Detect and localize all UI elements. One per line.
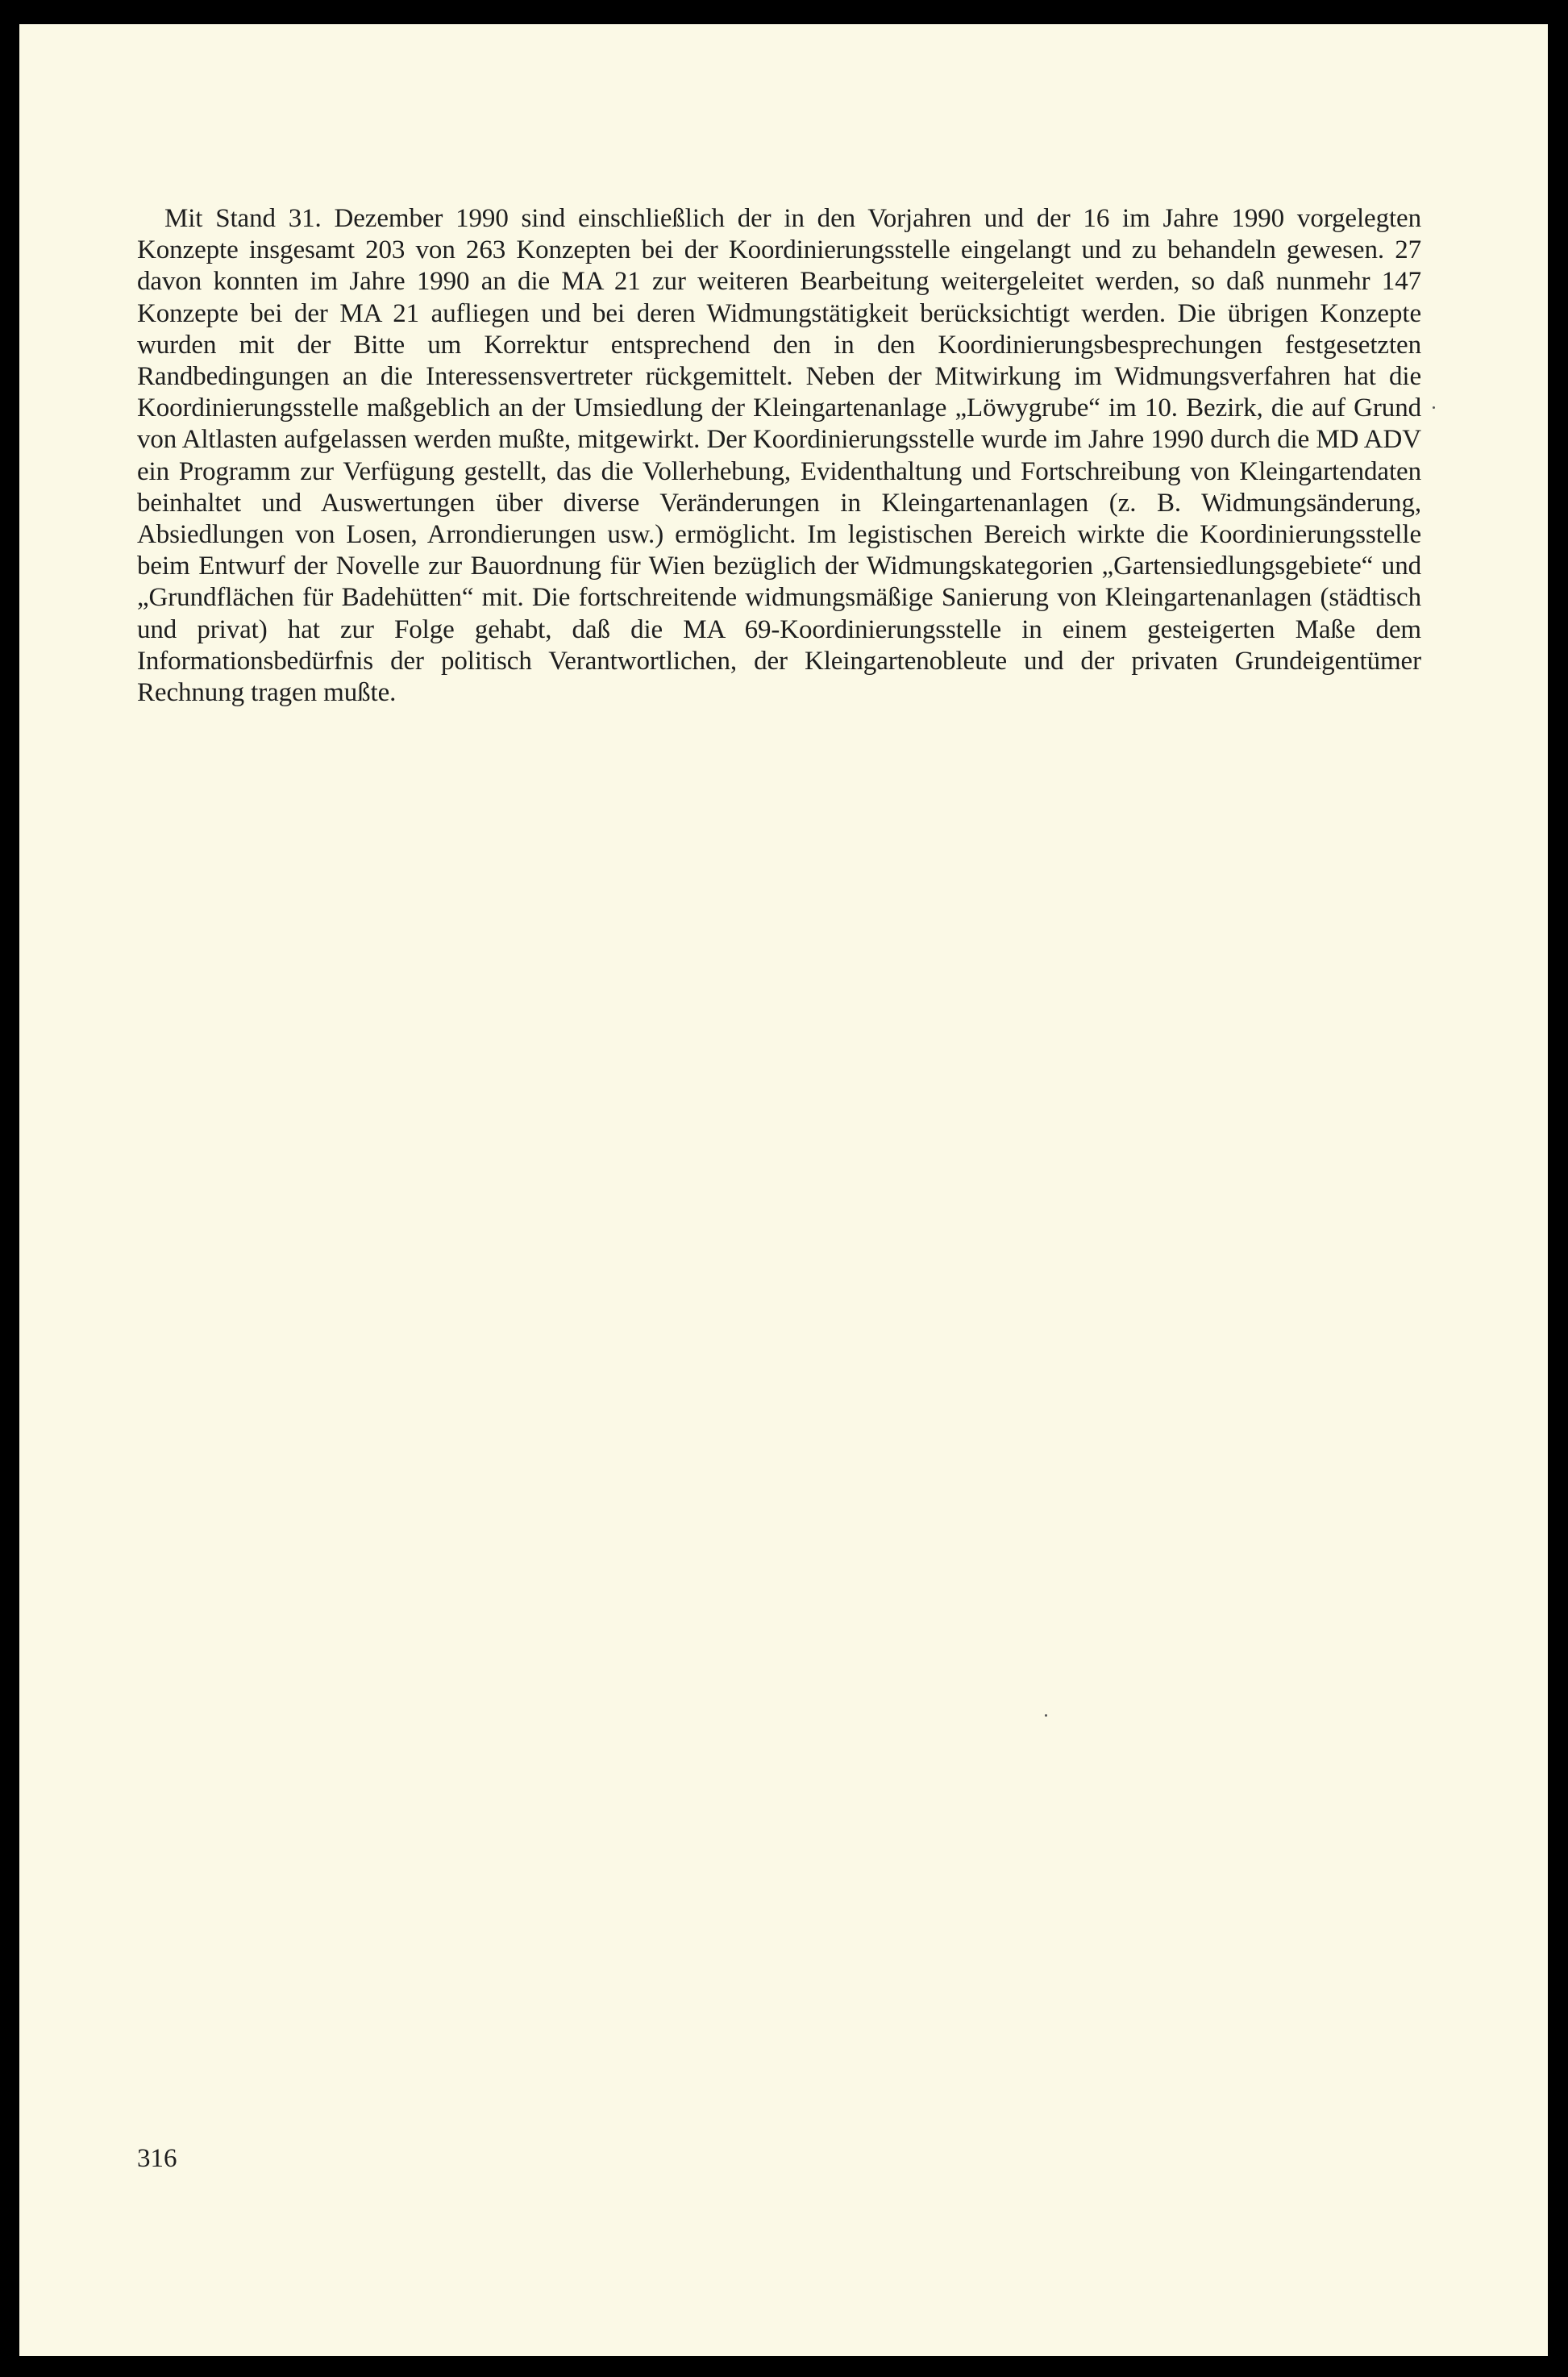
scan-speck bbox=[1433, 406, 1435, 409]
scan-speck bbox=[1045, 1714, 1047, 1717]
document-page bbox=[19, 24, 1548, 2356]
page-number: 316 bbox=[137, 2144, 177, 2173]
body-paragraph: Mit Stand 31. Dezember 1990 sind einschließlich der in den Vorjahren und der 16 im Jahre 1990 vorgelegten Konzepte insgesamt 203 von 263 Konzepten bei der Koordinierungsstelle eingelangt und zu behandeln gewesen. 27 davon konnten im Jahre 1990 an die MA 21 zur weiteren Bearbeitung weitergeleitet werden, so daß nunmehr 147 Konzepte bei der MA 21 aufliegen und bei deren Widmungstätigkeit berücksichtigt werden. Die übrigen Konzepte wurden mit der Bitte um Korrektur entsprechend den in den Koordinierungsbesprechungen festgesetzten Randbedingungen an die Interessensvertreter rückgemittelt. Neben der Mitwirkung im Widmungsverfahren hat die Koordinierungsstelle maßgeblich an der Umsiedlung der Kleingartenanlage „Löwygrube“ im 10. Bezirk, die auf Grund von Altlasten aufgelassen werden mußte, mitgewirkt. Der Koordinierungsstelle wurde im Jahre 1990 durch die MD ADV ein Programm zur Verfügung gestellt, das die Vollerhebung, Evidenthaltung und Fortschreibung von Kleingartendaten beinhaltet und Auswertungen über diverse Veränderungen in Kleingartenanlagen (z. B. Widmungsänderung, Absiedlungen von Losen, Arrondierungen usw.) ermöglicht. Im legistischen Bereich wirkte die Koordinierungsstelle beim Entwurf der Novelle zur Bauordnung für Wien bezüglich der Widmungskategorien „Gartensiedlungsgebiete“ und „Grundflächen für Badehütten“ mit. Die fortschreitende widmungsmäßige Sanierung von Kleingartenanlagen (städtisch und privat) hat zur Folge gehabt, daß die MA 69-Koordinierungsstelle in einem gesteigerten Maße dem Informationsbedürfnis der politisch Verantwortlichen, der Kleingartenobleute und der privaten Grundeigentümer Rechnung tragen mußte. bbox=[137, 204, 1421, 708]
